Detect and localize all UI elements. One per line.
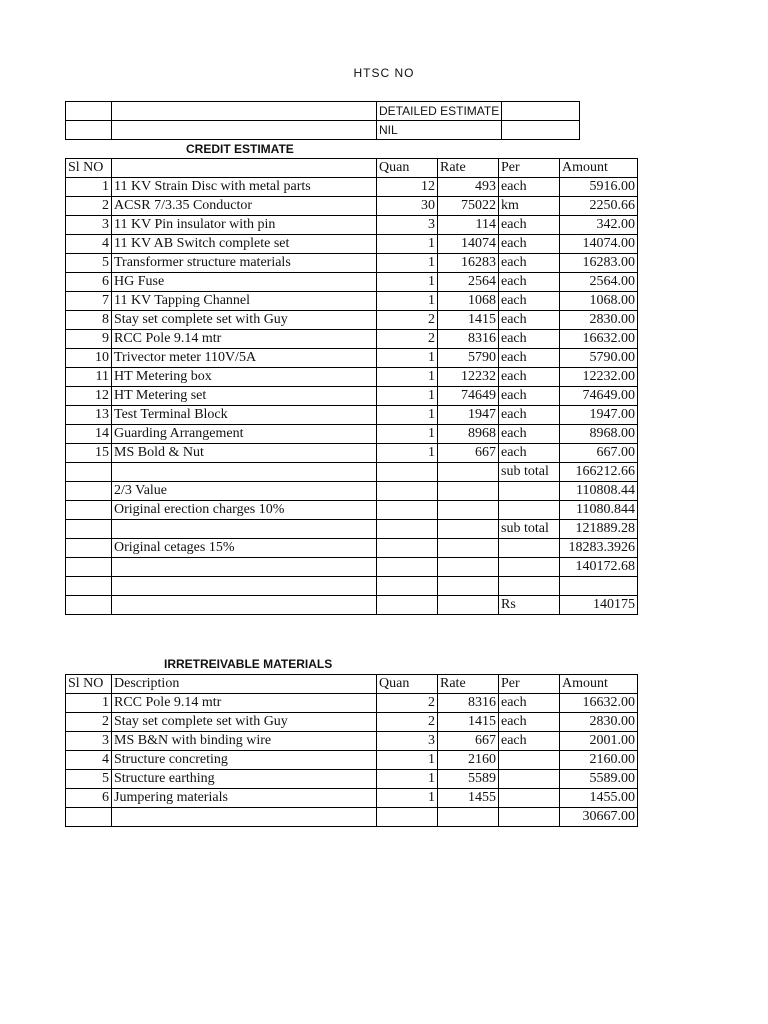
table-cell: 2001.00 <box>560 732 638 751</box>
table-cell: 11 <box>66 368 112 387</box>
column-header <box>112 159 377 178</box>
summary-cell <box>377 596 438 615</box>
table-cell: Guarding Arrangement <box>112 425 377 444</box>
table-cell: each <box>499 178 560 197</box>
table-cell: 1 <box>377 235 438 254</box>
table-cell: 5589.00 <box>560 770 638 789</box>
table-row <box>66 349 638 368</box>
table-cell: 14 <box>66 425 112 444</box>
table-cell: 2 <box>66 197 112 216</box>
table-cell: RCC Pole 9.14 mtr <box>112 694 377 713</box>
summary-cell: 140172.68 <box>560 558 638 577</box>
column-header: Amount <box>560 675 638 694</box>
summary-row <box>66 482 638 501</box>
table-header-row <box>66 675 638 694</box>
table-cell <box>499 789 560 808</box>
table-cell: 2 <box>377 330 438 349</box>
table-cell: 8968.00 <box>560 425 638 444</box>
table-cell: 6 <box>66 789 112 808</box>
table-cell: 1 <box>377 368 438 387</box>
summary-row <box>66 558 638 577</box>
table-cell: 3 <box>66 732 112 751</box>
table-cell <box>499 751 560 770</box>
table-cell: each <box>499 254 560 273</box>
summary-cell <box>499 482 560 501</box>
table-cell <box>112 121 377 140</box>
summary-cell <box>499 501 560 520</box>
table-row <box>66 311 638 330</box>
summary-cell <box>112 463 377 482</box>
summary-cell <box>112 808 377 827</box>
table-cell: 10 <box>66 349 112 368</box>
table-cell: 1 <box>377 406 438 425</box>
summary-cell <box>499 558 560 577</box>
table-cell: 4 <box>66 235 112 254</box>
summary-cell <box>377 463 438 482</box>
summary-cell <box>66 501 112 520</box>
column-header: Rate <box>438 675 499 694</box>
summary-cell: 30667.00 <box>560 808 638 827</box>
table-cell: 16632.00 <box>560 330 638 349</box>
table-cell: MS Bold & Nut <box>112 444 377 463</box>
table-cell: 8316 <box>438 694 499 713</box>
table-cell: 114 <box>438 216 499 235</box>
summary-cell: 166212.66 <box>560 463 638 482</box>
table-cell: 4 <box>66 751 112 770</box>
table-cell: 1068 <box>438 292 499 311</box>
table-cell: 7 <box>66 292 112 311</box>
summary-cell: 110808.44 <box>560 482 638 501</box>
table-cell: each <box>499 311 560 330</box>
summary-cell <box>499 539 560 558</box>
table-cell: 1947.00 <box>560 406 638 425</box>
table-cell: 1 <box>377 770 438 789</box>
table-cell: 75022 <box>438 197 499 216</box>
column-header: Rate <box>438 159 499 178</box>
table-cell: 3 <box>377 216 438 235</box>
table-cell: 12 <box>66 387 112 406</box>
table-row <box>66 444 638 463</box>
summary-cell <box>66 520 112 539</box>
summary-cell <box>377 501 438 520</box>
summary-cell <box>66 596 112 615</box>
table-cell: each <box>499 273 560 292</box>
table-cell: 2 <box>377 713 438 732</box>
table-cell: each <box>499 216 560 235</box>
table-cell: 2830.00 <box>560 713 638 732</box>
table-cell: 14074.00 <box>560 235 638 254</box>
table-cell: 16283.00 <box>560 254 638 273</box>
table-cell: each <box>499 406 560 425</box>
table-cell: 15 <box>66 444 112 463</box>
table-cell: each <box>499 235 560 254</box>
table-cell: 5 <box>66 254 112 273</box>
table-cell: 667 <box>438 732 499 751</box>
summary-cell: Original erection charges 10% <box>112 501 377 520</box>
table-cell: 74649.00 <box>560 387 638 406</box>
table-row <box>66 789 638 808</box>
table-cell: 12232 <box>438 368 499 387</box>
summary-cell <box>66 539 112 558</box>
column-header: Per <box>499 675 560 694</box>
table-row <box>66 235 638 254</box>
table-row <box>66 713 638 732</box>
summary-cell <box>66 808 112 827</box>
summary-cell <box>66 558 112 577</box>
irretrievable-materials-title: IRRETREIVABLE MATERIALS <box>164 657 333 671</box>
table-row <box>66 254 638 273</box>
table-cell: 9 <box>66 330 112 349</box>
table-cell: 5 <box>66 770 112 789</box>
header-table <box>65 101 580 140</box>
table-cell: each <box>499 444 560 463</box>
summary-row <box>66 577 638 596</box>
table-cell: NIL <box>377 121 502 140</box>
table-row <box>66 425 638 444</box>
table-row <box>66 121 580 140</box>
table-header-row <box>66 159 638 178</box>
table-cell: 16283 <box>438 254 499 273</box>
summary-cell: 140175 <box>560 596 638 615</box>
summary-cell <box>112 596 377 615</box>
table-cell: each <box>499 368 560 387</box>
table-cell: DETAILED ESTIMATE <box>377 102 502 121</box>
table-cell: HT Metering set <box>112 387 377 406</box>
summary-cell: 121889.28 <box>560 520 638 539</box>
table-row <box>66 102 580 121</box>
summary-cell <box>438 520 499 539</box>
summary-cell <box>66 463 112 482</box>
table-cell: 2160 <box>438 751 499 770</box>
table-cell: 13 <box>66 406 112 425</box>
table-cell: each <box>499 330 560 349</box>
summary-cell <box>377 539 438 558</box>
table-cell: 11 KV Pin insulator with pin <box>112 216 377 235</box>
summary-row <box>66 596 638 615</box>
table-cell <box>502 102 580 121</box>
summary-cell <box>66 482 112 501</box>
summary-cell <box>377 520 438 539</box>
table-cell: km <box>499 197 560 216</box>
table-cell: 1 <box>66 694 112 713</box>
column-header: Amount <box>560 159 638 178</box>
summary-cell: 18283.3926 <box>560 539 638 558</box>
table-cell: 1415 <box>438 311 499 330</box>
table-cell: Transformer structure materials <box>112 254 377 273</box>
table-cell: 8 <box>66 311 112 330</box>
summary-cell: 2/3 Value <box>112 482 377 501</box>
table-cell: 2 <box>66 713 112 732</box>
table-cell: each <box>499 349 560 368</box>
summary-cell <box>560 577 638 596</box>
summary-row <box>66 520 638 539</box>
table-cell: 30 <box>377 197 438 216</box>
summary-row <box>66 808 638 827</box>
table-cell: 2 <box>377 694 438 713</box>
table-cell: 16632.00 <box>560 694 638 713</box>
summary-row <box>66 501 638 520</box>
table-cell: 2564 <box>438 273 499 292</box>
column-header: Sl NO <box>66 675 112 694</box>
table-cell: 74649 <box>438 387 499 406</box>
table-cell: 1 <box>377 425 438 444</box>
table-cell: each <box>499 387 560 406</box>
summary-cell: sub total <box>499 520 560 539</box>
table-cell: 1 <box>377 292 438 311</box>
table-cell: 1 <box>66 178 112 197</box>
table-cell <box>499 770 560 789</box>
table-cell: Jumpering materials <box>112 789 377 808</box>
summary-cell <box>377 577 438 596</box>
table-row <box>66 178 638 197</box>
summary-cell <box>112 520 377 539</box>
summary-cell <box>438 463 499 482</box>
table-cell: each <box>499 292 560 311</box>
table-cell: 1 <box>377 789 438 808</box>
table-cell: HT Metering box <box>112 368 377 387</box>
table-cell: 5790.00 <box>560 349 638 368</box>
table-row <box>66 197 638 216</box>
table-row <box>66 330 638 349</box>
table-cell: 12 <box>377 178 438 197</box>
page-title: HTSC NO <box>353 66 415 80</box>
table-cell: 12232.00 <box>560 368 638 387</box>
table-cell <box>66 121 112 140</box>
table-cell: 2830.00 <box>560 311 638 330</box>
table-cell: 5916.00 <box>560 178 638 197</box>
table-cell: 1455.00 <box>560 789 638 808</box>
table-cell: Stay set complete set with Guy <box>112 713 377 732</box>
table-cell: Structure earthing <box>112 770 377 789</box>
table-cell: 11 KV Tapping Channel <box>112 292 377 311</box>
table-cell: 1947 <box>438 406 499 425</box>
table-cell: 1 <box>377 751 438 770</box>
table-row <box>66 694 638 713</box>
table-cell: each <box>499 425 560 444</box>
credit-estimate-table <box>65 158 638 615</box>
table-cell: 5790 <box>438 349 499 368</box>
table-cell: 1 <box>377 349 438 368</box>
table-cell: 2564.00 <box>560 273 638 292</box>
table-cell: 493 <box>438 178 499 197</box>
table-cell: 2250.66 <box>560 197 638 216</box>
column-header: Description <box>112 675 377 694</box>
table-cell: each <box>499 732 560 751</box>
table-cell: 667 <box>438 444 499 463</box>
table-cell <box>112 102 377 121</box>
table-cell: RCC Pole 9.14 mtr <box>112 330 377 349</box>
table-cell: 14074 <box>438 235 499 254</box>
summary-row <box>66 539 638 558</box>
table-row <box>66 273 638 292</box>
table-row <box>66 292 638 311</box>
table-cell: Structure concreting <box>112 751 377 770</box>
summary-cell: Rs <box>499 596 560 615</box>
column-header: Quan <box>377 159 438 178</box>
summary-cell: 11080.844 <box>560 501 638 520</box>
table-row <box>66 732 638 751</box>
table-cell: each <box>499 694 560 713</box>
credit-estimate-title: CREDIT ESTIMATE <box>186 142 294 156</box>
summary-cell <box>112 577 377 596</box>
summary-cell <box>112 558 377 577</box>
summary-cell <box>438 558 499 577</box>
column-header: Quan <box>377 675 438 694</box>
table-cell: 1455 <box>438 789 499 808</box>
table-cell: 11 KV Strain Disc with metal parts <box>112 178 377 197</box>
table-cell: 5589 <box>438 770 499 789</box>
table-cell: 2 <box>377 311 438 330</box>
table-cell: 1 <box>377 444 438 463</box>
table-cell: 1 <box>377 387 438 406</box>
summary-cell <box>499 577 560 596</box>
table-cell: 1 <box>377 273 438 292</box>
summary-cell: sub total <box>499 463 560 482</box>
table-cell: 3 <box>377 732 438 751</box>
summary-cell <box>377 808 438 827</box>
table-row <box>66 406 638 425</box>
summary-cell <box>499 808 560 827</box>
summary-cell <box>438 596 499 615</box>
table-cell: HG Fuse <box>112 273 377 292</box>
summary-cell <box>438 577 499 596</box>
table-cell: 2160.00 <box>560 751 638 770</box>
table-cell <box>66 102 112 121</box>
table-cell: each <box>499 713 560 732</box>
summary-cell <box>438 501 499 520</box>
table-row <box>66 368 638 387</box>
table-cell: ACSR 7/3.35 Conductor <box>112 197 377 216</box>
table-cell: 6 <box>66 273 112 292</box>
table-cell: MS B&N with binding wire <box>112 732 377 751</box>
table-row <box>66 216 638 235</box>
summary-cell: Original cetages 15% <box>112 539 377 558</box>
table-cell: Trivector meter 110V/5A <box>112 349 377 368</box>
table-cell: 3 <box>66 216 112 235</box>
irretrievable-materials-table <box>65 674 638 827</box>
summary-row <box>66 463 638 482</box>
column-header: Sl NO <box>66 159 112 178</box>
table-cell: Test Terminal Block <box>112 406 377 425</box>
column-header: Per <box>499 159 560 178</box>
table-cell <box>502 121 580 140</box>
table-cell: 1415 <box>438 713 499 732</box>
table-cell: 11 KV AB Switch complete set <box>112 235 377 254</box>
table-row <box>66 387 638 406</box>
table-cell: 8316 <box>438 330 499 349</box>
table-cell: 342.00 <box>560 216 638 235</box>
table-row <box>66 751 638 770</box>
table-cell: 1 <box>377 254 438 273</box>
summary-cell <box>438 482 499 501</box>
table-cell: Stay set complete set with Guy <box>112 311 377 330</box>
table-cell: 667.00 <box>560 444 638 463</box>
table-cell: 1068.00 <box>560 292 638 311</box>
summary-cell <box>438 808 499 827</box>
summary-cell <box>377 482 438 501</box>
summary-cell <box>438 539 499 558</box>
summary-cell <box>377 558 438 577</box>
summary-cell <box>66 577 112 596</box>
table-cell: 8968 <box>438 425 499 444</box>
table-row <box>66 770 638 789</box>
